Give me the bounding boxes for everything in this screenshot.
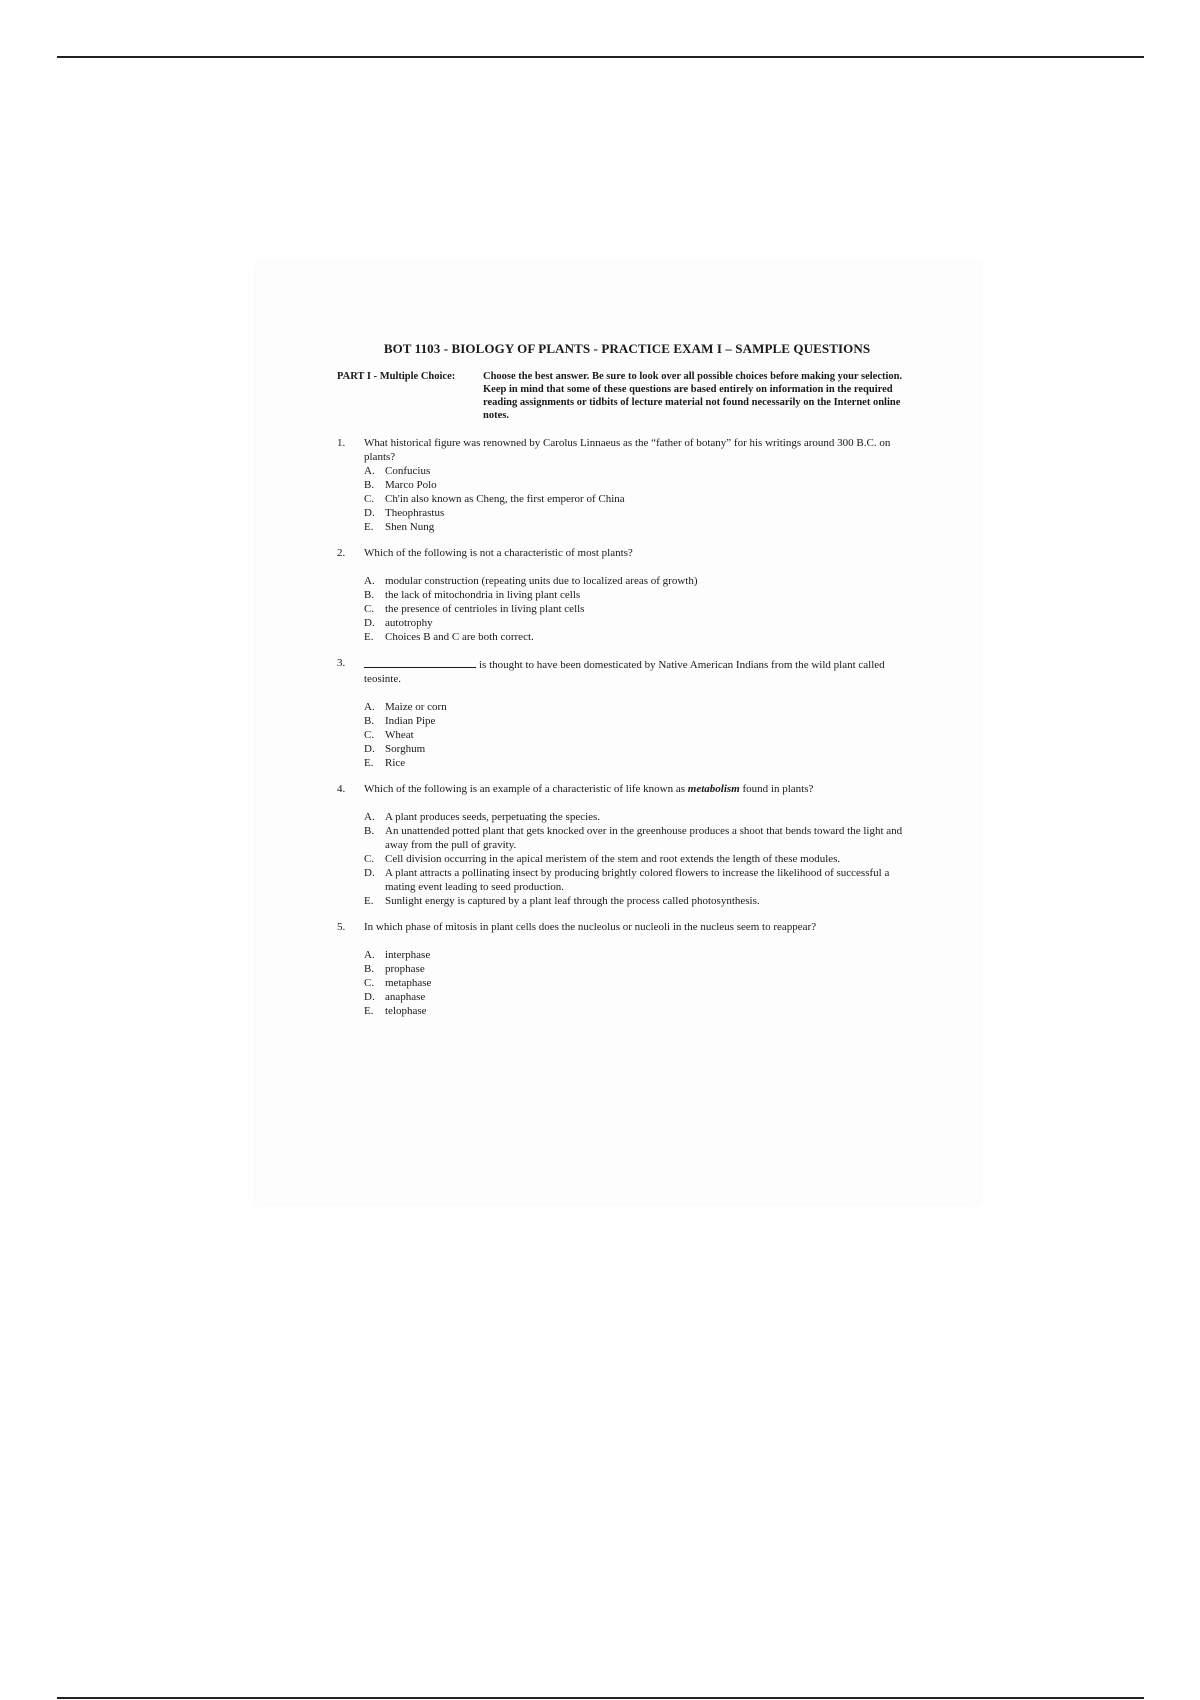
choice-item: [364, 574, 917, 588]
choice-letter: B.: [364, 715, 375, 727]
choice-letter: B.: [364, 963, 375, 975]
choice-text: the lack of mitochondria in living plant cells: [385, 589, 581, 601]
question-stem: [337, 782, 917, 796]
question-stem: [337, 656, 917, 686]
choice-letter: A.: [364, 575, 375, 587]
choice-text: modular construction (repeating units due to localized areas of growth): [385, 575, 698, 587]
question-text: Which of the following is not a characteristic of most plants?: [364, 547, 633, 559]
choice-item: [364, 894, 917, 908]
choice-text: telophase: [385, 1005, 427, 1017]
question-text: In which phase of mitosis in plant cells does the nucleolus or nucleoli in the nucleus seem to reappear?: [364, 921, 817, 933]
choice-item: [364, 464, 917, 478]
choice-letter: C.: [364, 493, 375, 505]
choice-text: Sorghum: [385, 743, 426, 755]
bottom-divider: [57, 1697, 1144, 1699]
question-2: [337, 546, 917, 644]
choice-item: [364, 1004, 917, 1018]
choice-item: [364, 478, 917, 492]
choice-text: Sunlight energy is captured by a plant leaf through the process called photosynthesis.: [385, 895, 760, 907]
question-4: [337, 782, 917, 908]
choice-item: [364, 866, 917, 894]
choice-letter: C.: [364, 853, 375, 865]
choice-item: [364, 492, 917, 506]
choice-text: Maize or corn: [385, 701, 447, 713]
fill-in-blank: [364, 656, 476, 668]
choice-letter: D.: [364, 743, 375, 755]
choice-item: [364, 506, 917, 520]
choice-item: [364, 824, 917, 852]
choice-letter: D.: [364, 507, 375, 519]
choice-text: Cell division occurring in the apical meristem of the stem and root extends the length of these modules.: [385, 853, 841, 865]
choice-text: interphase: [385, 949, 431, 961]
choice-text: Ch'in also known as Cheng, the first emperor of China: [385, 493, 625, 505]
question-text-wrapper: [364, 656, 917, 686]
question-text: Which of the following is an example of a characteristic of life known as: [364, 783, 688, 795]
choice-text: anaphase: [385, 991, 426, 1003]
choice-item: [364, 990, 917, 1004]
choice-text: metaphase: [385, 977, 432, 989]
part-instructions-text: Choose the best answer. Be sure to look over all possible choices before making your selection. Keep in mind that some of these questions are based entirely on information in the required reading assignments or tidbits of lecture material not found necessarily on the Internet online notes.: [483, 371, 903, 421]
choice-list: [364, 810, 917, 908]
choice-item: [364, 742, 917, 756]
choice-letter: A.: [364, 811, 375, 823]
choice-item: [364, 700, 917, 714]
choice-letter: B.: [364, 589, 375, 601]
choice-letter: C.: [364, 729, 375, 741]
choice-letter: A.: [364, 949, 375, 961]
part-instructions: [337, 370, 917, 422]
choice-letter: B.: [364, 825, 375, 837]
choice-list: [364, 948, 917, 1018]
choice-item: [364, 630, 917, 644]
question-number: 2.: [337, 547, 346, 559]
choice-letter: C.: [364, 603, 375, 615]
question-number: 3.: [337, 657, 346, 669]
choice-letter: D.: [364, 617, 375, 629]
choice-item: [364, 948, 917, 962]
question-stem: [337, 436, 917, 464]
choice-letter: A.: [364, 465, 375, 477]
choice-text: A plant produces seeds, perpetuating the species.: [385, 811, 601, 823]
part-label: PART I - Multiple Choice:: [337, 371, 456, 382]
choice-item: [364, 714, 917, 728]
question-text: What historical figure was renowned by Carolus Linnaeus as the “father of botany” for his writings around 300 B.C. on plants?: [364, 437, 891, 463]
choice-letter: E.: [364, 757, 374, 769]
choice-item: [364, 588, 917, 602]
choice-item: [364, 756, 917, 770]
question-5: [337, 920, 917, 1018]
choice-item: [364, 728, 917, 742]
choice-letter: D.: [364, 867, 375, 879]
choice-text: A plant attracts a pollinating insect by producing brightly colored flowers to increase the likelihood of successful a mating event leading to seed production.: [385, 867, 890, 893]
choice-letter: B.: [364, 479, 375, 491]
choice-text: An unattended potted plant that gets knocked over in the greenhouse produces a shoot that bends toward the light and away from the pull of gravity.: [385, 825, 903, 851]
choice-text: Rice: [385, 757, 406, 769]
choice-text: Indian Pipe: [385, 715, 436, 727]
document-title: BOT 1103 - BIOLOGY OF PLANTS - PRACTICE EXAM I – SAMPLE QUESTIONS: [383, 341, 871, 356]
choice-letter: E.: [364, 895, 374, 907]
choice-item: [364, 520, 917, 534]
question-3: [337, 656, 917, 770]
choice-text: prophase: [385, 963, 425, 975]
choice-text: the presence of centrioles in living plant cells: [385, 603, 585, 615]
choice-text: Wheat: [385, 729, 414, 741]
choice-text: Choices B and C are both correct.: [385, 631, 534, 643]
choice-list: [364, 574, 917, 644]
choice-list: [364, 464, 917, 534]
choice-item: [364, 962, 917, 976]
choice-letter: E.: [364, 1005, 374, 1017]
choice-item: [364, 810, 917, 824]
question-1: [337, 436, 917, 534]
question-text-wrapper: [364, 782, 917, 796]
choice-letter: D.: [364, 991, 375, 1003]
document-content: [337, 342, 917, 1030]
choice-text: Marco Polo: [385, 479, 437, 491]
choice-letter: E.: [364, 631, 374, 643]
choice-letter: C.: [364, 977, 375, 989]
document-page: [256, 262, 980, 1204]
question-number: 4.: [337, 783, 346, 795]
question-stem: [337, 546, 917, 560]
question-stem: [337, 920, 917, 934]
choice-text: autotrophy: [385, 617, 433, 629]
question-emphasis: metabolism: [687, 783, 740, 795]
choice-letter: E.: [364, 521, 374, 533]
choice-text: Shen Nung: [385, 521, 435, 533]
question-text-end: found in plants?: [739, 783, 814, 795]
choice-text: Theophrastus: [385, 507, 445, 519]
choice-list: [364, 700, 917, 770]
choice-text: Confucius: [385, 465, 431, 477]
choice-item: [364, 616, 917, 630]
choice-item: [364, 852, 917, 866]
question-number: 1.: [337, 437, 346, 449]
choice-item: [364, 976, 917, 990]
choice-item: [364, 602, 917, 616]
choice-letter: A.: [364, 701, 375, 713]
question-number: 5.: [337, 921, 346, 933]
top-divider: [57, 56, 1144, 58]
question-text: is thought to have been domesticated by Native American Indians from the wild plant called teosinte.: [364, 659, 885, 685]
